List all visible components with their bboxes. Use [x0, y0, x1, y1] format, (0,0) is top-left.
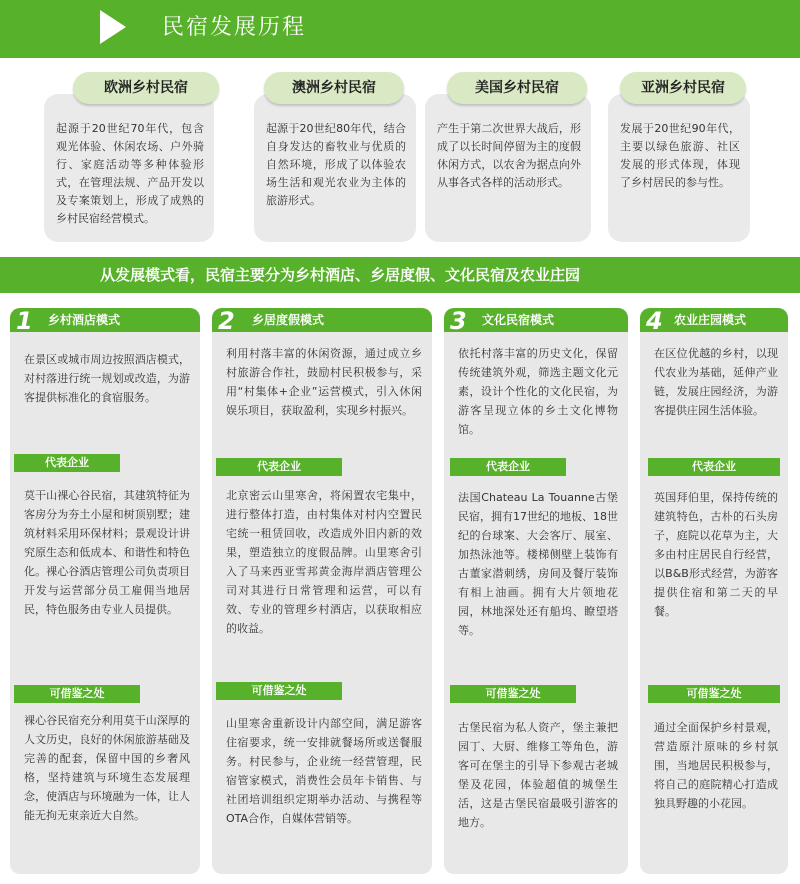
model-number: 2 — [218, 308, 235, 335]
reference-label: 可借鉴之处 — [14, 685, 140, 703]
representative-label: 代表企业 — [648, 458, 780, 476]
model-number: 3 — [450, 308, 467, 335]
model-column-country-vacation — [212, 308, 432, 874]
reference-text: 通过全面保护乡村景观，营造原汁原味的乡村氛围，当地居民积极参与，将自己的庭院精心打造成独具野趣的小花园。 — [654, 721, 778, 810]
model-column-agricultural-estate — [640, 308, 788, 874]
modes-banner — [0, 257, 800, 293]
reference-text: 裸心谷民宿充分利用莫干山深厚的人文历史，良好的休闲旅游基础及完善的配套，保留中国的乡奢风格，坚持建筑与环境生态发展理念，使酒店与环境融为一体，让人能无拘无束亲近大自然。 — [24, 714, 190, 822]
model-description: 依托村落丰富的历史文化，保留传统建筑外观，筛选主题文化元素，设计个性化的文化民宿，为游客呈现立体的乡土文化博物馆。 — [458, 347, 618, 436]
region-card-text: 发展于20世纪90年代，主要以绿色旅游、社区发展的形式体现，体现了乡村居民的参与性。 — [620, 122, 740, 189]
reference-label: 可借鉴之处 — [216, 682, 342, 700]
region-card-title: 美国乡村民宿 — [447, 72, 587, 104]
representative-text: 北京密云山里寒舍，将闲置农宅集中，进行整体打造，由村集体对村内空置民宅统一租赁回收，改造成外旧内新的效果，塑造独立的度假品牌。山里寒舍引入了马来西亚雪邦黄金海岸酒店管理公司对其进行日常管理和运营，可以有效、专业的管理乡村酒店，以获取相应的收益。 — [226, 489, 422, 635]
model-description: 利用村落丰富的休闲资源，通过成立乡村旅游合作社，鼓励村民积极参与，采用“村集体+企业”运营模式，引入休闲娱乐项目，获取盈利，实现乡村振兴。 — [226, 347, 422, 417]
model-title: 乡居度假模式 — [252, 313, 325, 327]
region-card-text: 起源于20世纪70年代，包含观光体验、休闲农场、户外骑行、家庭活动等多种体验形式，在管理法规、产品开发以及专案策划上，形成了成熟的乡村民宿经营模式。 — [56, 122, 204, 225]
representative-label: 代表企业 — [14, 454, 120, 472]
region-card-text: 起源于20世纪80年代，结合自身发达的畜牧业与优质的自然环境，形成了以体验农场生活和观光农业为主体的旅游形式。 — [266, 122, 406, 207]
model-number: 1 — [16, 308, 33, 335]
representative-text: 莫干山裸心谷民宿，其建筑特征为客房分为夯土小屋和树顶别墅；建筑材料采用环保材料；景观设计讲究原生态和低成本、和谐性和特色化。裸心谷酒店管理公司负责项目开发与运营部分员工雇佣当地居民，特色服务由专业人员提供。 — [24, 489, 190, 616]
reference-text: 古堡民宿为私人资产，堡主兼把园丁、大厨、维修工等角色，游客可在堡主的引导下参观古老城堡及花园，体验超值的城堡生活，这是古堡民宿最吸引游客的地方。 — [458, 721, 618, 829]
play-triangle-icon — [100, 10, 126, 44]
model-number: 4 — [646, 308, 663, 335]
page-header — [0, 0, 800, 58]
region-card-text: 产生于第二次世界大战后，形成了以长时间停留为主的度假休闲方式，以农舍为据点向外从事各式各样的活动形式。 — [437, 122, 581, 189]
representative-text: 英国拜伯里，保持传统的建筑特色，古朴的石头房子，庭院以花草为主，大多由村庄居民自行经营，以B&B形式经营，为游客提供住宿和第二天的早餐。 — [654, 491, 778, 618]
model-title: 文化民宿模式 — [482, 313, 555, 327]
model-column-cultural-homestay — [444, 308, 628, 874]
representative-label: 代表企业 — [450, 458, 566, 476]
representative-text: 法国Chateau La Touanne古堡民宿，拥有17世纪的地板、18世纪的台球案、大会客厅、展室、加热泳池等。楼梯侧壁上装饰有古董家潜刺绣，房间及餐厅装饰有相上油画。拥有大片领地花园，林地深处还有船坞、瞭望塔等。 — [458, 491, 618, 637]
model-header — [10, 308, 200, 335]
reference-label: 可借鉴之处 — [648, 685, 780, 703]
region-cards — [0, 72, 800, 242]
representative-label: 代表企业 — [216, 458, 342, 476]
region-card-europe — [44, 72, 214, 242]
model-title: 乡村酒店模式 — [48, 313, 121, 327]
region-card-title: 澳洲乡村民宿 — [264, 72, 404, 104]
model-title: 农业庄园模式 — [674, 313, 747, 327]
region-card-title: 欧洲乡村民宿 — [73, 72, 219, 104]
model-column-rural-hotel — [10, 308, 200, 874]
model-header — [640, 308, 788, 335]
reference-text: 山里寒舍重新设计内部空间，满足游客住宿要求，统一安排就餐场所或送餐服务。村民参与，企业统一经营管理，民宿管家模式，消费性会员年卡销售、与社团培训组织定期举办活动、与携程等OTA合作，自媒体营销等。 — [226, 717, 422, 825]
region-card-title: 亚洲乡村民宿 — [620, 72, 746, 104]
modes-banner-text: 从发展模式看，民宿主要分为乡村酒店、乡居度假、文化民宿及农业庄园 — [100, 266, 581, 284]
page-title: 民宿发展历程 — [162, 15, 307, 40]
region-card-usa — [425, 72, 591, 242]
reference-label: 可借鉴之处 — [450, 685, 576, 703]
model-header — [444, 308, 628, 335]
model-header — [212, 308, 432, 335]
region-card-asia — [608, 72, 750, 242]
model-description: 在区位优越的乡村，以现代农业为基础，延伸产业链，发展庄园经济，为游客提供庄园生活体验。 — [654, 347, 778, 417]
model-description: 在景区或城市周边按照酒店模式，对村落进行统一规划或改造，为游客提供标准化的食宿服务。 — [24, 353, 190, 404]
region-card-australia — [254, 72, 416, 242]
